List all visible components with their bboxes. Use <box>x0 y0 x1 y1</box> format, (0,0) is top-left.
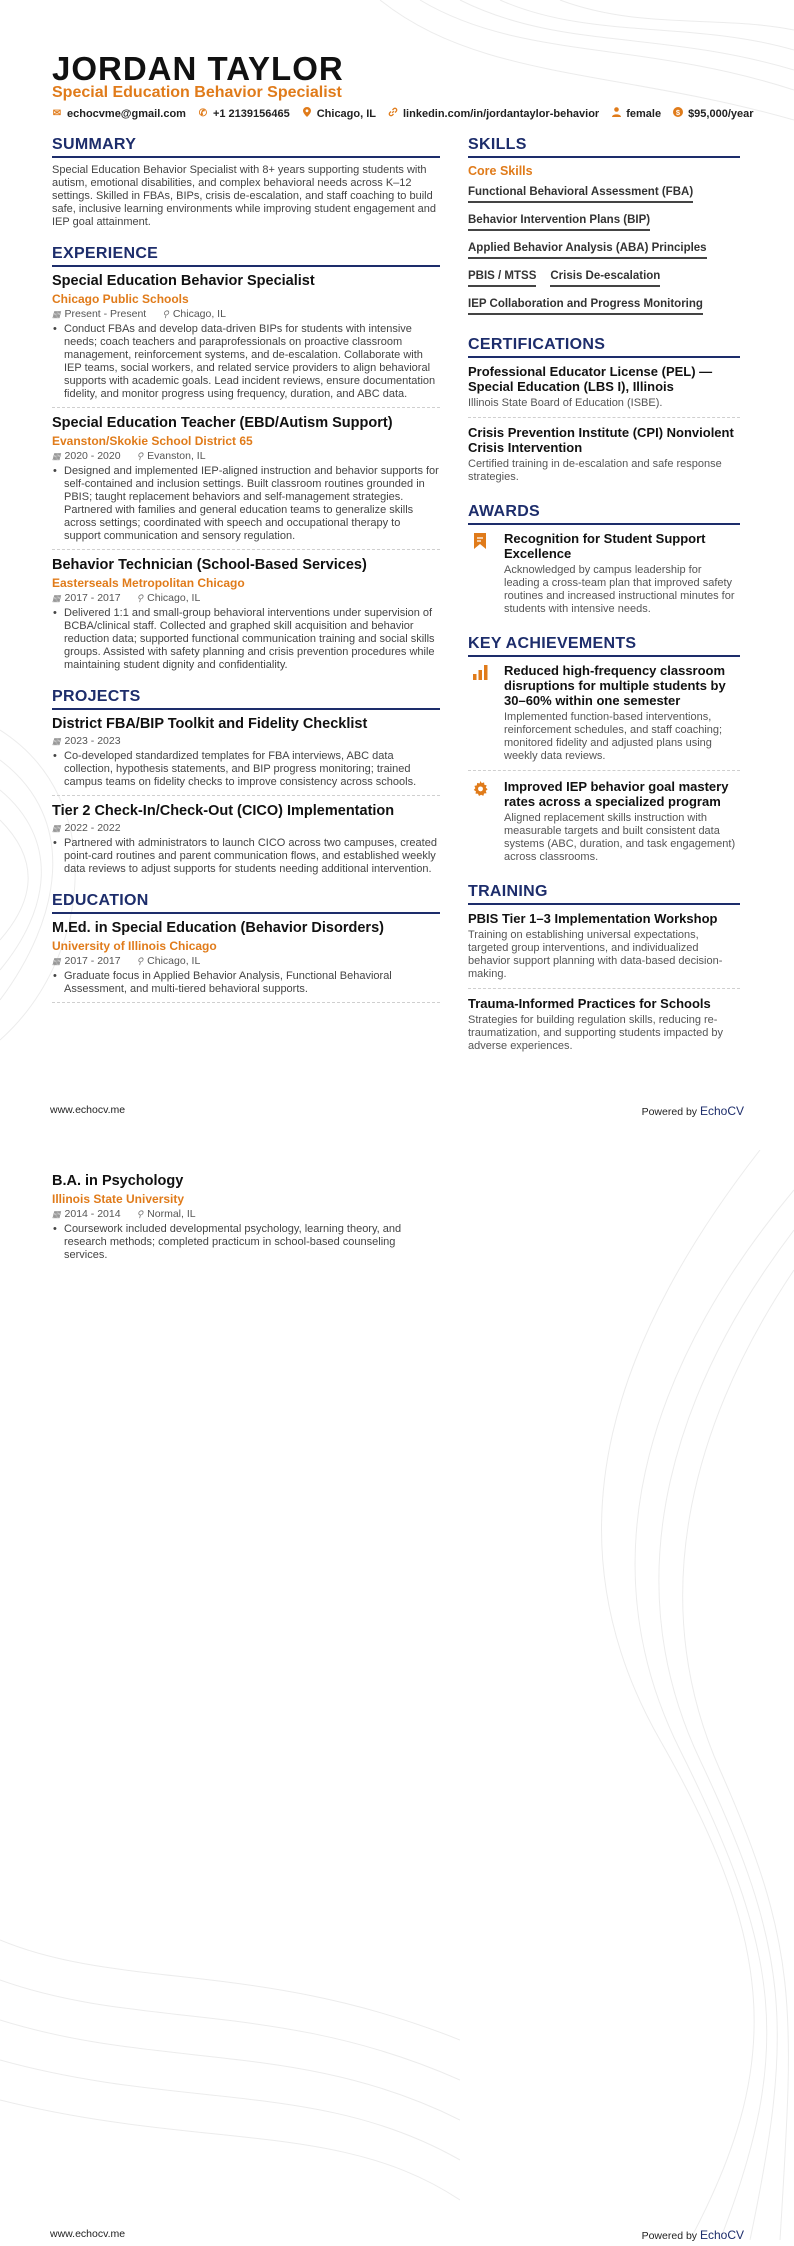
project-item <box>52 803 440 882</box>
contact-salary: $ $95,000/year <box>673 107 753 120</box>
achievement-title: Improved IEP behavior goal mastery rates across a specialized program <box>504 779 729 809</box>
bar-chart-icon <box>468 663 492 763</box>
award-title: Recognition for Student Support Excellence <box>504 531 706 561</box>
skill-tag: Applied Behavior Analysis (ABA) Principles <box>468 238 707 259</box>
location-icon: ⚲ <box>136 1208 144 1219</box>
location-icon: ⚲ <box>136 592 144 603</box>
location-icon: ⚲ <box>136 450 144 461</box>
certification-title: Crisis Prevention Institute (CPI) Nonviolent Crisis Intervention <box>468 425 734 455</box>
job-title: Special Education Behavior Specialist <box>52 273 315 289</box>
job-org: Easterseals Metropolitan Chicago <box>52 576 245 590</box>
summary-title: SUMMARY <box>52 136 440 158</box>
contact-bar <box>52 107 754 120</box>
location-icon: ⚲ <box>162 308 169 319</box>
degree-title: B.A. in Psychology <box>52 1173 184 1189</box>
location-icon: ⚲ <box>136 955 144 966</box>
education-meta: ▦ 2014 - 2014 ⚲ Normal, IL <box>52 1208 196 1220</box>
education-meta: ▦ 2017 - 2017 ⚲ Chicago, IL <box>52 955 201 967</box>
projects-section <box>52 688 440 882</box>
contact-phone[interactable]: ✆ +1 2139156465 <box>198 107 290 120</box>
summary-section <box>52 136 440 229</box>
certification-desc: Illinois State Board of Education (ISBE). <box>468 397 663 409</box>
projects-title: PROJECTS <box>52 688 440 710</box>
person-icon <box>611 107 621 120</box>
skills-section <box>468 136 740 322</box>
job-bullet: • Conduct FBAs and develop data-driven BIPs for students with intensive needs; coach teachers and paraprofessionals on proactive classroom management, reinforcement systems, and de-escalation. Collaborate with IEP teams, social workers, and related service providers to align behavioral supports with academic goals. Lead incident reviews, ensure documentation fidelity, and monitor progress using frequency, duration, and ABC data. <box>52 323 440 401</box>
experience-section <box>52 245 440 678</box>
award-item <box>468 531 740 623</box>
job-org: Evanston/Skokie School District 65 <box>52 434 253 448</box>
degree-title: M.Ed. in Special Education (Behavior Disorders) <box>52 920 384 936</box>
project-bullet: • Partnered with administrators to launch CICO across two campuses, created point-card routines and parent communication flows, and established weekly data reviews to adjust supports for students needing additional intervention. <box>52 837 440 876</box>
phone-icon: ✆ <box>198 108 208 119</box>
awards-section <box>468 503 740 623</box>
resume-page-2 <box>0 1123 794 2246</box>
experience-title: EXPERIENCE <box>52 245 440 267</box>
training-item <box>468 996 740 1060</box>
project-meta: ▦ 2023 - 2023 <box>52 735 121 747</box>
calendar-icon: ▦ <box>52 450 61 461</box>
footer-brand[interactable]: EchoCV <box>699 1104 744 1118</box>
footer-site-link[interactable]: www.echocv.me <box>50 2228 126 2240</box>
contact-location: Chicago, IL <box>302 107 376 120</box>
awards-title: AWARDS <box>468 503 740 525</box>
skill-tag: IEP Collaboration and Progress Monitoring <box>468 294 703 315</box>
achievement-item <box>468 779 740 871</box>
candidate-role: Special Education Behavior Specialist <box>52 84 342 101</box>
job-org: Chicago Public Schools <box>52 292 189 306</box>
left-column <box>52 136 440 1010</box>
school-name: Illinois State University <box>52 1192 185 1206</box>
training-title: TRAINING <box>468 883 740 905</box>
education-title: EDUCATION <box>52 892 440 914</box>
skill-tag: Crisis De-escalation <box>550 266 660 287</box>
job-bullet: • Delivered 1:1 and small-group behavioral interventions under supervision of BCBA/clinical staff. Collected and graphed skill acquisition and behavior reduction data; supported functional communication training and social skills groups. Assisted with safety planning and crisis prevention procedures while maintaining student dignity and confidentiality. <box>52 607 440 672</box>
job-bullet: • Designed and implemented IEP-aligned instruction and behavior supports for self-contained and inclusion settings. Built classroom routines grounded in PBIS; taught replacement behaviors and self-management strategies. Partnered with families and general education teams to generalize skills across settings; coordinated with speech and occupational therapy to support communication and sensory regulation. <box>52 465 440 543</box>
summary-text: Special Education Behavior Specialist with 8+ years supporting students with autism, emotional disabilities, and complex behavioral needs across K–12 settings. Skilled in FBAs, BIPs, crisis de-escalation, and staff coaching to build safe, inclusive learning environments while improving student engagement and IEP goal attainment. <box>52 164 437 228</box>
training-item-title: Trauma-Informed Practices for Schools <box>468 996 711 1011</box>
footer-powered: Powered by EchoCV <box>641 2228 744 2242</box>
money-icon <box>673 107 683 120</box>
achievement-desc: Aligned replacement skills instruction with measurable targets and built consistent data systems (ABC, duration, and task engagement) across classrooms. <box>504 812 736 863</box>
project-item <box>52 716 440 796</box>
svg-text:$: $ <box>675 107 681 117</box>
project-meta: ▦ 2022 - 2022 <box>52 822 121 834</box>
footer-site-link[interactable]: www.echocv.me <box>50 1104 126 1116</box>
achievements-title: KEY ACHIEVEMENTS <box>468 635 740 657</box>
job-meta: ▦ 2020 - 2020 ⚲ Evanston, IL <box>52 450 206 462</box>
experience-item <box>52 273 440 408</box>
footer-brand[interactable]: EchoCV <box>699 2228 744 2242</box>
contact-linkedin[interactable]: linkedin.com/in/jordantaylor-behavior <box>388 107 599 120</box>
job-title: Behavior Technician (School-Based Services) <box>52 557 367 573</box>
certification-item <box>468 364 740 418</box>
achievement-desc: Implemented function-based interventions, reinforcement schedules, and staff coaching; monitored fidelity and adjusted plans using weekly data reviews. <box>504 711 723 762</box>
footer-powered: Powered by EchoCV <box>641 1104 744 1118</box>
calendar-icon: ▦ <box>52 592 61 603</box>
achievements-section <box>468 635 740 871</box>
certifications-title: CERTIFICATIONS <box>468 336 740 358</box>
project-bullet: • Co-developed standardized templates for FBA interviews, ABC data collection, hypothesis statements, and BIP progress monitoring; trained campus teams on fidelity checks to improve consistency across schools. <box>52 750 440 789</box>
skill-tag: Behavior Intervention Plans (BIP) <box>468 210 650 231</box>
certification-desc: Certified training in de-escalation and safe response strategies. <box>468 458 722 483</box>
calendar-icon: ▦ <box>52 822 61 833</box>
skill-tag: PBIS / MTSS <box>468 266 536 287</box>
achievement-title: Reduced high-frequency classroom disruptions for multiple students by 30–60% within one semester <box>504 663 726 708</box>
training-item-desc: Training on establishing universal expectations, targeted group interventions, and individualized behavior support planning with data-based decision-making. <box>468 929 723 980</box>
job-meta: ▦ Present - Present ⚲ Chicago, IL <box>52 308 226 320</box>
education-bullet: • Coursework included developmental psychology, learning theory, and research methods; completed practicum in school-based counseling services. <box>52 1223 440 1262</box>
bookmark-icon <box>468 531 492 616</box>
left-column-continued <box>52 1173 440 1275</box>
page-footer <box>50 1104 744 1118</box>
candidate-name: JORDAN TAYLOR <box>52 50 344 87</box>
gear-icon <box>468 779 492 864</box>
achievement-item <box>468 663 740 771</box>
training-item-desc: Strategies for building regulation skills, reducing re-traumatization, and supporting students impacted by adverse experiences. <box>468 1014 723 1052</box>
certifications-section <box>468 336 740 491</box>
training-section <box>468 883 740 1060</box>
page-footer <box>50 2228 744 2242</box>
calendar-icon: ▦ <box>52 308 61 319</box>
skill-tag: Functional Behavioral Assessment (FBA) <box>468 182 693 203</box>
experience-item <box>52 557 440 678</box>
award-desc: Acknowledged by campus leadership for leading a cross-team plan that improved safety routines and increased instructional minutes for students with intensive needs. <box>504 564 735 615</box>
skills-title: SKILLS <box>468 136 740 158</box>
project-title: District FBA/BIP Toolkit and Fidelity Checklist <box>52 716 368 732</box>
calendar-icon: ▦ <box>52 955 61 966</box>
calendar-icon: ▦ <box>52 735 61 746</box>
certification-title: Professional Educator License (PEL) — Special Education (LBS I), Illinois <box>468 364 713 394</box>
email-icon: ✉ <box>52 108 62 119</box>
location-icon <box>302 107 312 120</box>
school-name: University of Illinois Chicago <box>52 939 217 953</box>
contact-email[interactable]: ✉ echocvme@gmail.com <box>52 107 186 120</box>
contact-gender: female <box>611 107 661 120</box>
skills-subhead: Core Skills <box>468 164 533 178</box>
job-title: Special Education Teacher (EBD/Autism Support) <box>52 415 393 431</box>
calendar-icon: ▦ <box>52 1208 61 1219</box>
education-section <box>52 892 440 1003</box>
project-title: Tier 2 Check-In/Check-Out (CICO) Implementation <box>52 803 395 819</box>
training-item-title: PBIS Tier 1–3 Implementation Workshop <box>468 911 718 926</box>
right-column <box>468 136 740 1067</box>
experience-item <box>52 415 440 550</box>
education-item <box>52 1173 440 1268</box>
link-icon <box>388 107 398 120</box>
job-meta: ▦ 2017 - 2017 ⚲ Chicago, IL <box>52 592 201 604</box>
certification-item <box>468 425 740 491</box>
training-item <box>468 911 740 989</box>
education-item <box>52 920 440 1003</box>
education-bullet: • Graduate focus in Applied Behavior Analysis, Functional Behavioral Assessment, and multi-tiered behavioral supports. <box>52 970 440 996</box>
